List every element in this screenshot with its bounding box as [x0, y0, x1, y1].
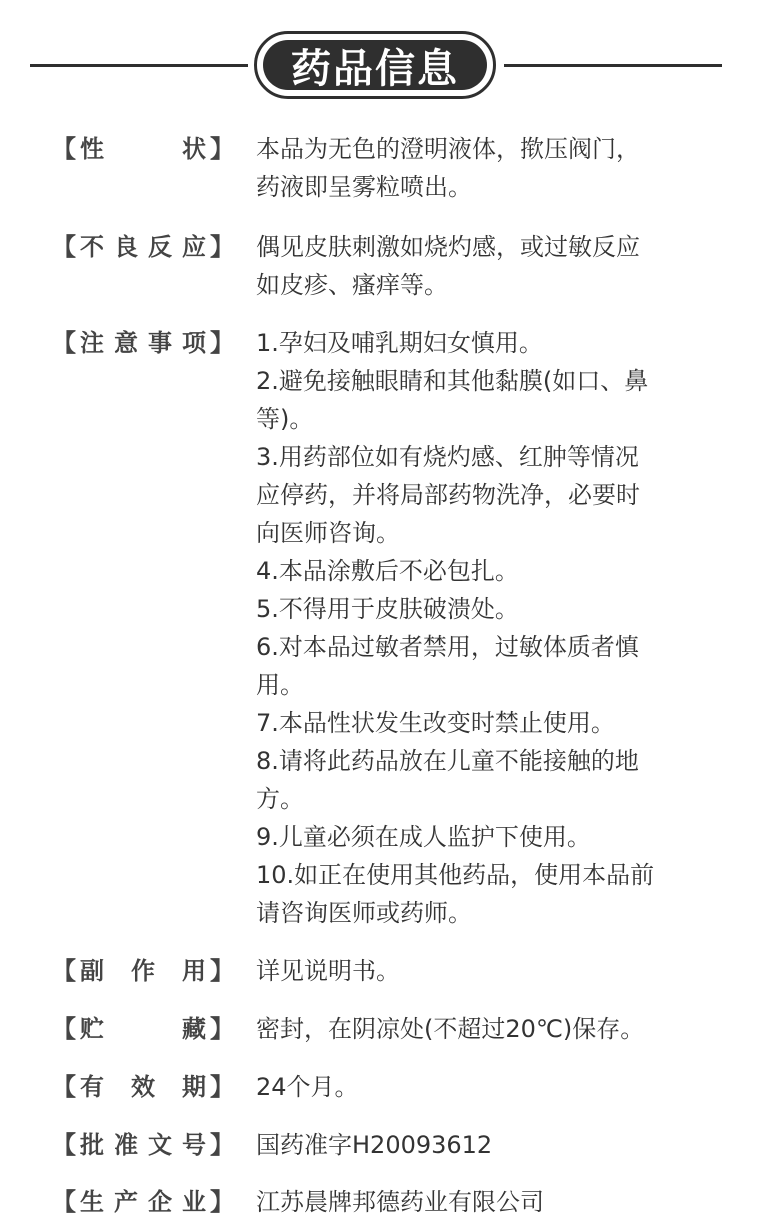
field-value [256, 1068, 706, 1106]
page-title: 药品信息 [291, 45, 459, 92]
value-line: 1.孕妇及哺乳期妇女慎用。 [256, 329, 543, 357]
label-char: 项 [182, 329, 206, 357]
field-value [256, 324, 706, 932]
value-line: 详见说明书。 [256, 957, 400, 985]
bracket-open: 【 [52, 1131, 76, 1159]
header-rule-right [504, 64, 722, 67]
bracket-open: 【 [52, 1015, 76, 1043]
title-badge [254, 31, 496, 99]
value-line: 向医师咨询。 [256, 519, 400, 547]
bracket-close: 】 [210, 1073, 234, 1101]
value-line: 江苏晨牌邦德药业有限公司 [256, 1188, 544, 1216]
value-line: 8.请将此药品放在儿童不能接触的地 [256, 747, 639, 775]
value-line: 本品为无色的澄明液体，揿压阀门， [256, 135, 640, 163]
value-line: 9.儿童必须在成人监护下使用。 [256, 823, 591, 851]
field-value [256, 952, 706, 990]
bracket-open: 【 [52, 135, 76, 163]
value-line: 10.如正在使用其他药品，使用本品前 [256, 861, 655, 889]
label-char: 号 [182, 1131, 206, 1159]
label-char: 副 [80, 957, 104, 985]
bracket-open: 【 [52, 233, 76, 261]
label-char: 效 [131, 1073, 155, 1101]
label-char: 期 [182, 1073, 206, 1101]
field-value [256, 1126, 706, 1164]
value-line: 4.本品涂敷后不必包扎。 [256, 557, 519, 585]
field-label [52, 1126, 234, 1164]
label-char: 藏 [182, 1015, 206, 1043]
label-char: 批 [80, 1131, 104, 1159]
label-char: 产 [114, 1188, 138, 1216]
label-char: 不 [80, 233, 104, 261]
bracket-close: 】 [210, 329, 234, 357]
value-line: 3.用药部位如有烧灼感、红肿等情况 [256, 443, 639, 471]
value-line: 方。 [256, 785, 304, 813]
value-line: 应停药，并将局部药物洗净，必要时 [256, 481, 640, 509]
label-char: 准 [114, 1131, 138, 1159]
field-label [52, 1183, 234, 1221]
label-char: 意 [114, 329, 138, 357]
value-line: 偶见皮肤刺激如烧灼感，或过敏反应 [256, 233, 640, 261]
value-line: 密封，在阴凉处(不超过20℃)保存。 [256, 1015, 645, 1043]
field-label [52, 1010, 234, 1048]
label-char: 有 [80, 1073, 104, 1101]
field-value [256, 130, 706, 206]
field-label [52, 228, 234, 266]
field-value [256, 1010, 706, 1048]
bracket-open: 【 [52, 329, 76, 357]
value-line: 国药准字H20093612 [256, 1131, 493, 1159]
field-value [256, 1183, 706, 1221]
value-line: 如皮疹、瘙痒等。 [256, 271, 448, 299]
bracket-close: 】 [210, 1131, 234, 1159]
label-char: 良 [114, 233, 138, 261]
bracket-close: 】 [210, 233, 234, 261]
field-label [52, 1068, 234, 1106]
value-line: 2.避免接触眼睛和其他黏膜(如口、鼻 [256, 367, 649, 395]
bracket-close: 】 [210, 1015, 234, 1043]
label-char: 注 [80, 329, 104, 357]
value-line: 等)。 [256, 405, 314, 433]
label-char: 生 [80, 1188, 104, 1216]
value-line: 药液即呈雾粒喷出。 [256, 173, 472, 201]
bracket-open: 【 [52, 1073, 76, 1101]
value-line: 24个月。 [256, 1073, 359, 1101]
value-line: 7.本品性状发生改变时禁止使用。 [256, 709, 615, 737]
value-line: 请咨询医师或药师。 [256, 899, 472, 927]
label-char: 贮 [80, 1015, 104, 1043]
label-char: 业 [182, 1188, 206, 1216]
label-char: 文 [148, 1131, 172, 1159]
bracket-close: 】 [210, 135, 234, 163]
label-char: 性 [80, 135, 104, 163]
field-label [52, 130, 234, 168]
field-value [256, 228, 706, 304]
label-char: 应 [182, 233, 206, 261]
section-header [0, 0, 760, 120]
label-char: 企 [148, 1188, 172, 1216]
label-char: 事 [148, 329, 172, 357]
field-label [52, 324, 234, 362]
field-label [52, 952, 234, 990]
bracket-close: 】 [210, 1188, 234, 1216]
value-line: 6.对本品过敏者禁用，过敏体质者慎 [256, 633, 639, 661]
header-rule-left [30, 64, 248, 67]
bracket-close: 】 [210, 957, 234, 985]
bracket-open: 【 [52, 957, 76, 985]
value-line: 用。 [256, 671, 304, 699]
value-line: 5.不得用于皮肤破溃处。 [256, 595, 519, 623]
label-char: 用 [182, 957, 206, 985]
label-char: 反 [148, 233, 172, 261]
label-char: 作 [131, 957, 155, 985]
label-char: 状 [182, 135, 206, 163]
bracket-open: 【 [52, 1188, 76, 1216]
